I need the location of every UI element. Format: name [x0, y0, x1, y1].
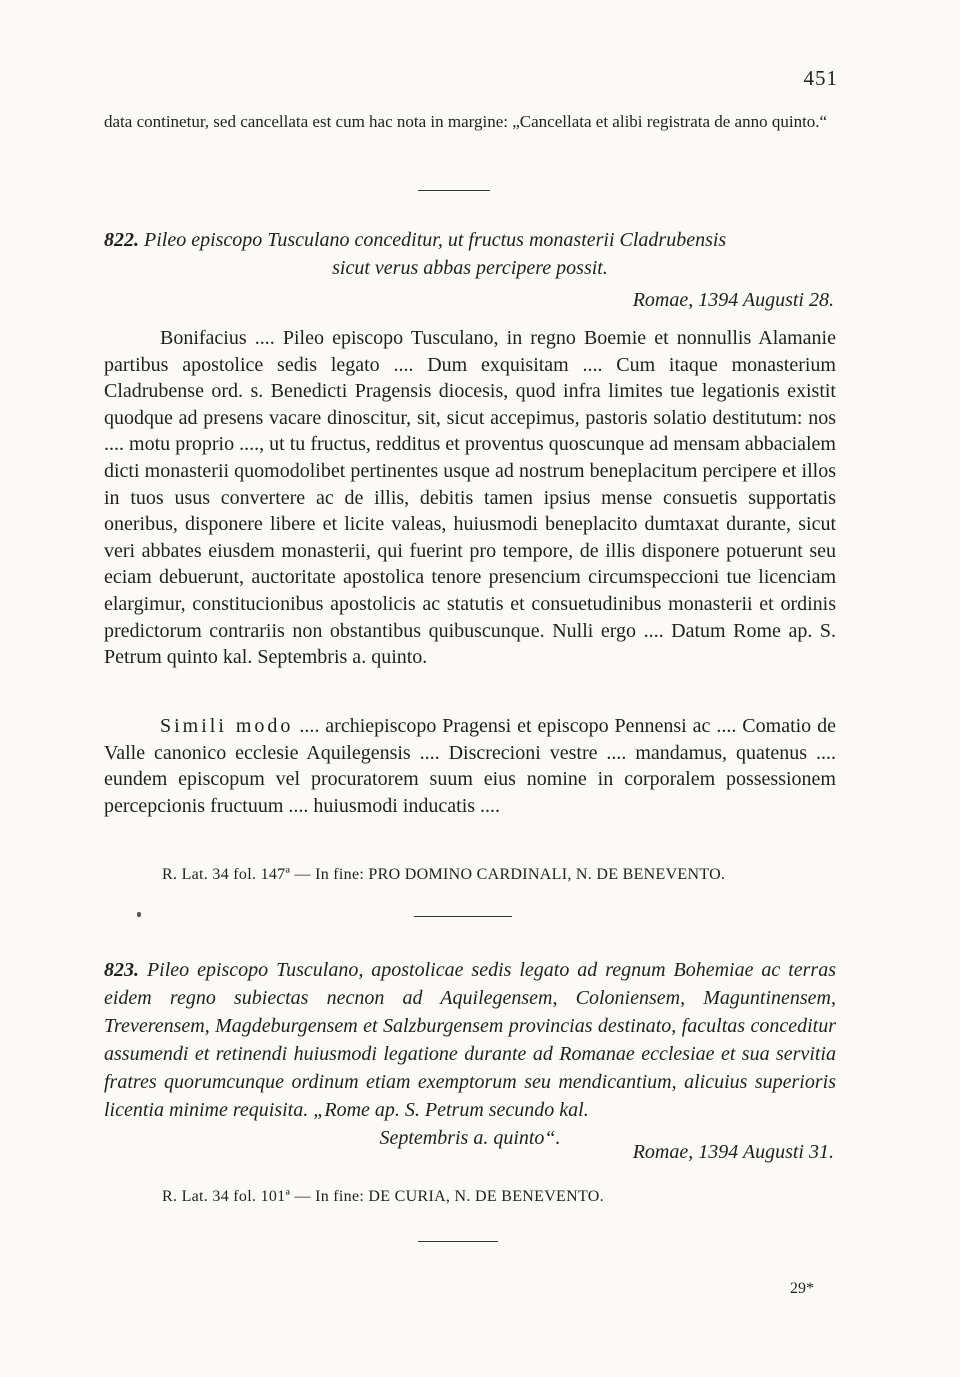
section-divider	[414, 916, 512, 917]
doc-823-number: 823.	[104, 959, 139, 981]
doc-822-body-p2	[104, 713, 836, 819]
section-divider	[418, 1241, 498, 1242]
printer-signature: 29*	[790, 1280, 814, 1297]
doc-823-source: R. Lat. 34 fol. 101ª — In fine: DE CURIA, N. DE BENEVENTO.	[162, 1188, 604, 1205]
doc-823-dateline: Romae, 1394 Augusti 31.	[632, 1141, 834, 1163]
doc-822-heading-a: Pileo episcopo Tusculano conceditur, ut fructus monasterii Cladrubensis	[144, 229, 727, 251]
doc-822-simili-modo: Simili modo	[160, 715, 294, 737]
section-divider	[418, 190, 490, 191]
doc-822-number: 822.	[104, 229, 139, 251]
page-number: 451	[803, 66, 838, 90]
doc-822-heading-b: sicut verus abbas percipere possit.	[332, 257, 608, 279]
doc-822-heading	[104, 226, 836, 282]
doc-823-heading	[104, 956, 836, 1152]
doc-822-source: R. Lat. 34 fol. 147ª — In fine: PRO DOMINO CARDINALI, N. DE BENEVENTO.	[162, 866, 726, 883]
doc-822-body-p2-text: .... archiepiscopo Pragensi et episcopo Pennensi ac .... Comatio de Valle canonico ecclesie Aquilegensis .... Discrecioni vestre .... mandamus, quatenus .... eundem episcopum vel procuratorem suum eius nomine in corporalem possessionem percepcionis fructuum .... huiusmodi inducatis ....	[104, 715, 836, 817]
top-note: data continetur, sed cancellata est cum hac nota in margine: „Cancellata et alibi registrata de anno quinto.“	[104, 112, 828, 131]
ink-spot	[137, 912, 141, 917]
doc-823-heading-text: Pileo episcopo Tusculano, apostolicae sedis legato ad regnum Bohemiae ac terras eidem regno subiectas necnon ad Aquilegensem, Coloniensem, Maguntinensem, Treverensem, Magdeburgensem et Salzburgensem provincias destinato, facultas conceditur assumendi et retinendi huiusmodi legatione durante ad Romanae ecclesiae et sua servitia fratres quorumcunque ordinum etiam exemptorum seu mendicantium, alicuius superioris licentia minime requisita. „Rome ap. S. Petrum secundo kal.	[104, 959, 836, 1121]
doc-822-dateline: Romae, 1394 Augusti 28.	[632, 289, 834, 311]
doc-822-body-p1: Bonifacius .... Pileo episcopo Tusculano, in regno Boemie et nonnullis Alamanie partibus apostolice sedis legato .... Dum exquisitam .... Cum itaque monasterium Cladrubense ord. s. Benedicti Pragensis diocesis, quod infra limites tue legationis existit quodque ad presens vacare dinoscitur, sit, sicut accepimus, pastoris solatio destitutum: nos .... motu proprio ...., ut tu fructus, redditus et proventus quoscunque ad mensam abbacialem dicti monasterii quomodolibet pertinentes usque ad nostrum beneplacitum percipere et illos in tuos usus convertere ac de illis, debitis tamen ipsius mense consuetis supportatis oneribus, disponere libere et licite valeas, huiusmodi beneplacito dumtaxat durante, sicut veri abbates eiusdem monasterii, qui fuerint pro tempore, de illis disponere potuerunt seu eciam debuerunt, auctoritate apostolica tenore presencium circumspeccioni tue licenciam elargimur, constitucionibus apostolicis ac statutis et consuetudinibus monasterii et ordinis predictorum contrariis non obstantibus quibuscunque. Nulli ergo .... Datum Rome ap. S. Petrum quinto kal. Septembris a. quinto.	[104, 327, 836, 669]
doc-823-heading-end: Septembris a. quinto“.	[379, 1127, 561, 1149]
